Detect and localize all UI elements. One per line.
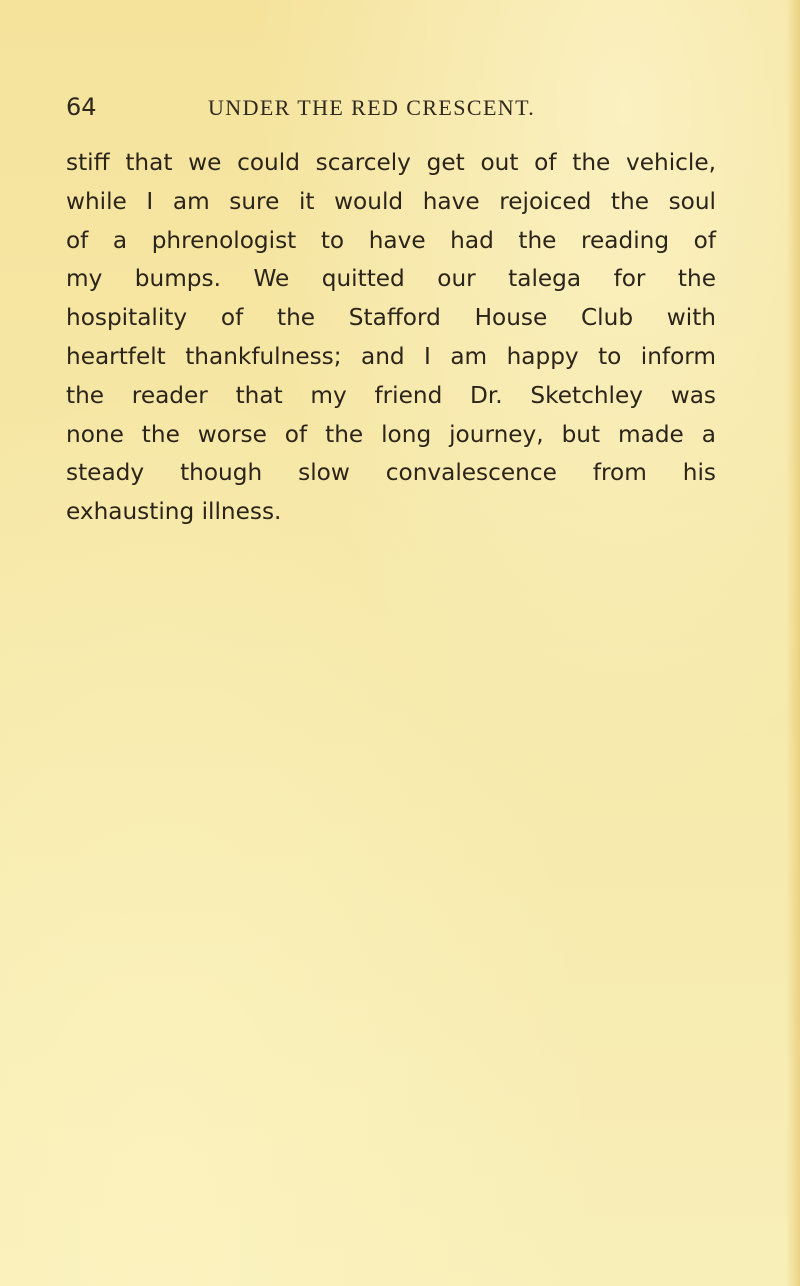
page-number: 64: [66, 93, 97, 121]
text-line-4: my bumps. We quitted our talega for the: [66, 265, 716, 293]
text-line-2: while I am sure it would have rejoiced the soul: [66, 187, 716, 215]
text-line-1: stiff that we could scarcely get out of the vehicle,: [66, 149, 716, 176]
text-line-8: none the worse of the long journey, but made a: [66, 420, 716, 448]
text-line-10: exhausting illness.: [66, 498, 282, 526]
running-head: UNDER THE RED CRESCENT.: [208, 95, 536, 120]
body-text: [66, 144, 716, 532]
text-line-9: steady though slow convalescence from his: [66, 459, 716, 487]
text-line-5: hospitality of the Stafford House Club with: [66, 304, 716, 332]
text-line-7: the reader that my friend Dr. Sketchley was: [66, 381, 716, 409]
text-line-6: heartfelt thankfulness; and I am happy to inform: [66, 342, 716, 370]
text-line-3: of a phrenologist to have had the reading of: [66, 226, 716, 254]
page-header: [66, 92, 586, 122]
page-edge-shadow: [786, 0, 800, 1286]
